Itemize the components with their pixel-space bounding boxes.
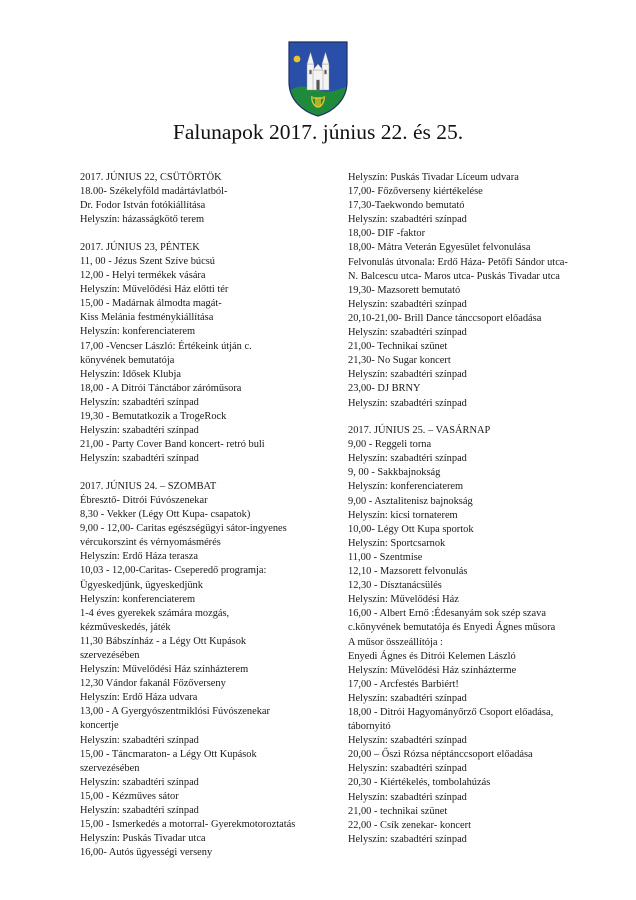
coat-of-arms-crest — [287, 40, 349, 118]
day-heading: 2017. JÚNIUS 25. – VASÁRNAP — [348, 425, 491, 437]
program-line: 15,00 - Táncmaraton- a Légy Ott Kupások — [80, 748, 257, 760]
day-block-june-25 — [348, 424, 598, 847]
venue-line: Helyszín: szabadtéri színpad — [348, 763, 467, 775]
program-line: 22,00 - Csík zenekar- koncert — [348, 819, 471, 831]
program-line: 18.00- Székelyföld madártávlatból- — [80, 186, 228, 198]
venue-line: Helyszín: Erdő Háza udvara — [80, 692, 198, 704]
venue-line: Helyszín: Puskás Tivadar utca — [80, 833, 206, 845]
program-line: 17,00 -Vencser László: Értékeink útján c. — [80, 340, 252, 352]
program-line: tábornyitó — [348, 721, 391, 733]
program-line: 19,30 - Bemutatkozik a TrogeRock — [80, 411, 227, 422]
program-line: Ébresztő- Ditrói Fúvószenekar — [80, 494, 208, 506]
venue-line: Helyszín: Művelődési Ház — [348, 594, 459, 606]
venue-line: Helyszín: szabadtéri színpad — [80, 453, 199, 465]
venue-line: Helyszín: Erdő Háza terasza — [80, 551, 198, 563]
venue-line: Helyszín: szabadtéri színpad — [80, 776, 199, 788]
program-line: kézműveskedés, játék — [80, 621, 171, 633]
day-block-june-22 — [80, 171, 335, 227]
program-line: 20,00 – Őszi Rózsa néptánccsoport előadása — [348, 749, 533, 761]
venue-line: Helyszín: szabadtéri színpad — [348, 298, 467, 310]
program-line: Enyedi Ágnes és Ditrói Kelemen László — [348, 650, 516, 662]
program-line: 15,00 - Kézműves sátor — [80, 790, 179, 802]
venue-line: Helyszín: szabadtéri színpad — [348, 791, 467, 803]
program-line: 10,00- Légy Ott Kupa sportok — [348, 523, 474, 535]
right-column — [348, 171, 598, 847]
venue-line: Helyszín: szabadtéri színpad — [80, 805, 199, 817]
program-line: 17,00 - Arcfestés Barbiért! — [348, 678, 459, 690]
program-line: 17,30-Taekwondo bemutató — [348, 200, 465, 212]
venue-line: Helyszín: Művelődési Ház színházterme — [348, 664, 517, 676]
day-block-june-24-continued — [348, 171, 598, 411]
venue-line: Helyszín: kicsi tornaterem — [348, 509, 458, 521]
venue-line: Helyszín: szabadtéri színpad — [348, 369, 467, 381]
program-line: 9,00 - Reggeli torna — [348, 439, 432, 451]
program-line: 23,00- DJ BRNY — [348, 383, 421, 395]
program-line: N. Balcescu utca- Maros utca- Puskás Tivadar utca — [348, 270, 560, 282]
program-line: 16,00- Autós ügyességi verseny — [80, 847, 213, 859]
day-block-june-23 — [80, 241, 335, 467]
venue-line: Helyszín: Idősek Klubja — [80, 368, 181, 380]
program-line: 11,30 Bábszínház - a Légy Ott Kupások — [80, 635, 247, 647]
venue-line: Helyszín: konferenciaterem — [80, 326, 196, 338]
program-line: 8,30 - Vekker (Légy Ott Kupa- csapatok) — [80, 509, 251, 521]
program-line: Felvonulás útvonala: Erdő Háza- Petőfi Sándor utca- — [348, 256, 568, 268]
venue-line: Helyszín: Puskás Tivadar Líceum udvara — [348, 172, 519, 183]
program-line: 20,10-21,00- Brill Dance tánccsoport előadása — [348, 312, 542, 324]
program-line: szervezésében — [80, 650, 140, 661]
day-heading: 2017. JÚNIUS 24. – SZOMBAT — [80, 480, 217, 492]
venue-line: Helyszín: szabadtéri színpad — [80, 734, 199, 746]
venue-line: Helyszín: konferenciaterem — [348, 481, 464, 493]
venue-line: Helyszín: szabadtéri színpad — [348, 453, 467, 465]
venue-line: Helyszín: konferenciaterem — [80, 593, 196, 605]
program-line: 12,30 - Dísztanácsülés — [348, 580, 442, 592]
venue-line: Helyszín: szabadtéri színpad — [348, 397, 467, 409]
day-heading: 2017. JÚNIUS 22, CSÜTÖRTÖK — [80, 172, 222, 183]
program-line: 1-4 éves gyerekek számára mozgás, — [80, 607, 230, 619]
venue-line: Helyszín: szabadtéri színpad — [348, 692, 467, 704]
venue-line: Helyszín: szabadtéri színpad — [80, 396, 199, 408]
program-line: 11,00 - Szentmise — [348, 551, 423, 563]
program-line: 18,00 - A Ditrói Tánctábor záróműsora — [80, 382, 242, 394]
program-line: Kiss Melánia festménykiállítása — [80, 312, 214, 324]
program-line: 12,30 Vándor fakanál Főzőverseny — [80, 678, 226, 690]
program-line: 12,00 - Helyi termékek vására — [80, 270, 206, 282]
page-title: Falunapok 2017. június 22. és 25. — [172, 120, 464, 144]
sun-icon — [294, 56, 301, 63]
left-column — [80, 171, 335, 860]
program-line: 15,00 - Madárnak álmodta magát- — [80, 298, 222, 310]
venue-line: Helyszín: házasságkötő terem — [80, 214, 205, 226]
program-line: 21,00- Technikai szünet — [348, 341, 448, 353]
program-line: 19,30- Mazsorett bemutató — [348, 284, 461, 296]
program-line: 15,00 - Ismerkedés a motorral- Gyerekmotoroztatás — [80, 819, 296, 831]
program-line: 18,00- DIF -faktor — [348, 228, 426, 240]
program-line: koncertje — [80, 720, 119, 732]
program-line: 13,00 - A Gyergyószentmiklósi Fúvószenekar — [80, 706, 270, 718]
program-line: 17,00- Főzőverseny kiértékelése — [348, 186, 483, 198]
venue-line: Helyszín: szabadtéri színpad — [348, 327, 467, 339]
program-line: 9,00 - 12,00- Caritas egészségügyi sátor-ingyenes — [80, 523, 287, 535]
program-line: A műsor összeállítója : — [348, 636, 443, 648]
venue-line: Helyszín: Művelődési Ház előtti tér — [80, 284, 229, 296]
program-line: 20,30 - Kiértékelés, tombolahúzás — [348, 777, 491, 789]
program-line: 18,00 - Ditrói Hagyományőrző Csoport előadása, — [348, 706, 554, 718]
program-line: 9,00 - Asztalitenisz bajnokság — [348, 495, 473, 507]
venue-line: Helyszín: szabadtéri színpad — [348, 833, 467, 845]
program-line: Ügyeskedjünk, ügyeskedjünk — [80, 579, 203, 591]
program-line: 21,00 - Party Cover Band koncert- retró buli — [80, 439, 265, 451]
program-line: 12,10 - Mazsorett felvonulás — [348, 566, 468, 578]
program-line: 21,00 - technikai szünet — [348, 805, 448, 817]
venue-line: Helyszín: Sportcsarnok — [348, 537, 446, 549]
program-line: szervezésében — [80, 762, 140, 774]
program-line: 18,00- Mátra Veterán Egyesület felvonulása — [348, 242, 531, 254]
program-line: 10,03 - 12,00-Caritas- Cseperedő programja: — [80, 565, 267, 577]
program-line: 9, 00 - Sakkbajnokság — [348, 467, 441, 479]
day-block-june-24 — [80, 480, 335, 861]
program-line: vércukorszint és vérnyomásmérés — [80, 537, 221, 549]
program-line: 11, 00 - Jézus Szent Szíve búcsú — [80, 255, 215, 267]
venue-line: Helyszín: szabadtéri színpad — [80, 425, 199, 437]
venue-line: Helyszín: szabadtéri színpad — [348, 735, 467, 747]
venue-line: Helyszín: Művelődési Ház színházterem — [80, 664, 249, 676]
day-heading: 2017. JÚNIUS 23, PÉNTEK — [80, 241, 200, 253]
program-line: c.könyvének bemutatója és Enyedi Ágnes műsora — [348, 622, 556, 634]
program-line: 16,00 - Albert Ernő :Édesanyám sok szép szava — [348, 608, 546, 620]
program-line: könyvének bemutatója — [80, 354, 175, 366]
venue-line: Helyszín: szabadtéri színpad — [348, 214, 467, 226]
program-line: Dr. Fodor István fotókiállítása — [80, 200, 206, 212]
program-line: 21,30- No Sugar koncert — [348, 355, 451, 367]
